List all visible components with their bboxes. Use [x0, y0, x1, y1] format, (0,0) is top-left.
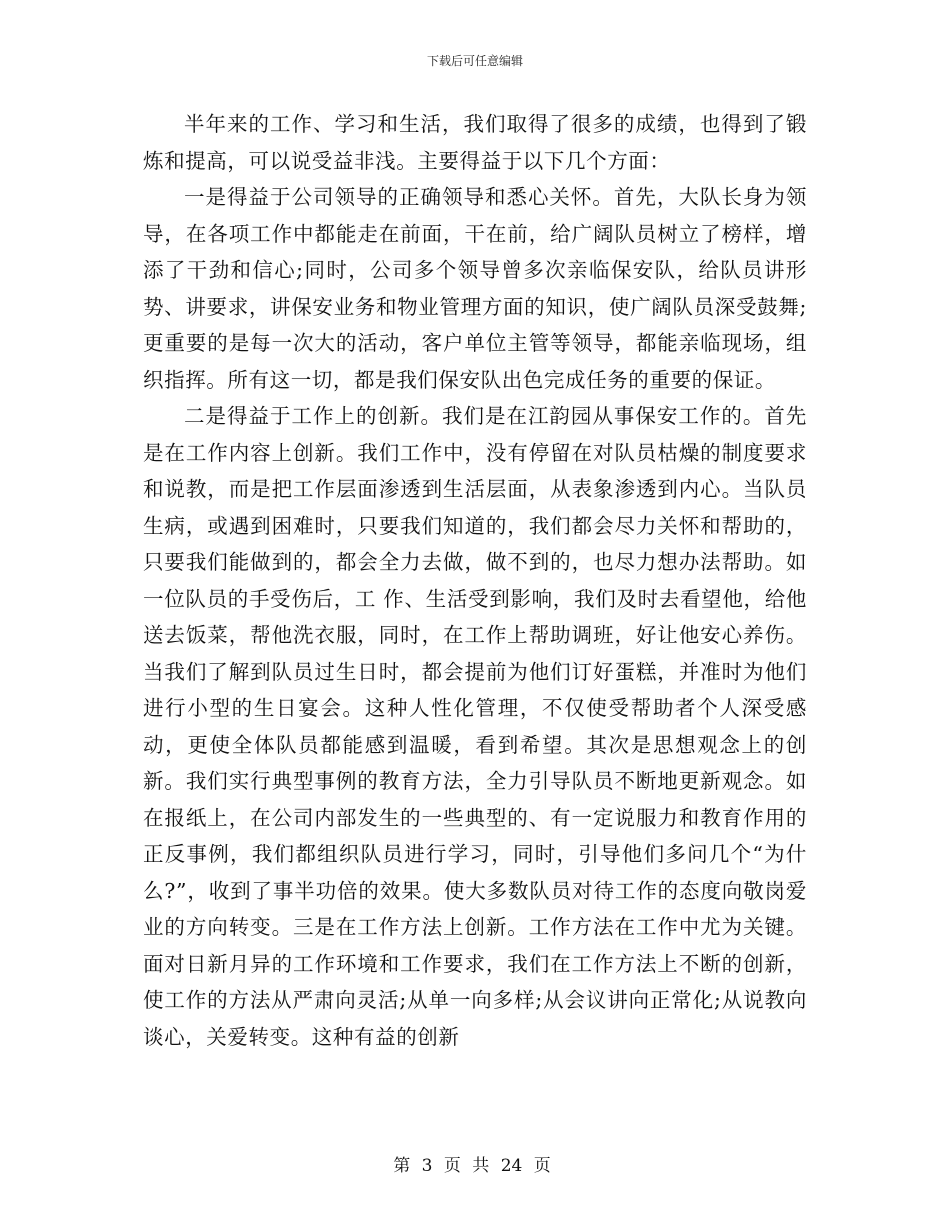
- paragraph-intro: 半年来的工作、学习和生活，我们取得了很多的成绩，也得到了锻炼和提高，可以说受益非浅。主要得益于以下几个方面：: [143, 112, 807, 173]
- document-body: [143, 106, 807, 1055]
- page-footer: [0, 1154, 950, 1178]
- paragraph-leadership: 一是得益于公司领导的正确领导和悉心关怀。首先，大队长身为领导，在各项工作中都能走在前面，干在前，给广阔队员树立了榜样，增添了干劲和信心;同时，公司多个领导曾多次亲临保安队，给队员讲形势、讲要求，讲保安业务和物业管理方面的知识，使广阔队员深受鼓舞;更重要的是每一次大的活动，客户单位主管等领导，都能亲临现场，组织指挥。所有这一切，都是我们保安队出色完成任务的重要的保证。: [143, 185, 807, 392]
- paragraph-innovation: 二是得益于工作上的创新。我们是在江韵园从事保安工作的。首先是在工作内容上创新。我们工作中，没有停留在对队员枯燥的制度要求和说教，而是把工作层面渗透到生活层面，从表象渗透到内心。当队员生病，或遇到困难时，只要我们知道的，我们都会尽力关怀和帮助的，只要我们能做到的，都会全力去做，做不到的，也尽力想办法帮助。如一位队员的手受伤后，工 作、生活受到影响，我们及时去看望他，给他送去饭菜，帮他洗衣服，同时，在工作上帮助调班，好让他安心养伤。当我们了解到队员过生日时，都会提前为他们订好蛋糕，并准时为他们进行小型的生日宴会。这种人性化管理，不仅使受帮助者个人深受感动，更使全体队员都能感到温暖，看到希望。其次是思想观念上的创新。我们实行典型事例的教育方法，全力引导队员不断地更新观念。如在报纸上，在公司内部发生的一些典型的、有一定说服力和教育作用的正反事例，我们都组织队员进行学习，同时，引导他们多问几个“为什么?”，收到了事半功倍的效果。使大多数队员对待工作的态度向敬岗爱业的方向转变。三是在工作方法上创新。工作方法在工作中尤为关键。面对日新月异的工作环境和工作要求，我们在工作方法上不断的创新，使工作的方法从严肃向灵活;从单一向多样;从会议讲向正常化;从说教向谈心，关爱转变。这种有益的创新: [143, 404, 807, 1049]
- page-label-suffix: 页: [533, 1156, 551, 1176]
- current-page-number: 3: [421, 1156, 433, 1176]
- page-header: 下载后可任意编辑: [426, 54, 523, 68]
- total-label: 共: [472, 1156, 490, 1176]
- page-label-mid: 页: [443, 1156, 461, 1176]
- page-label-prefix: 第: [393, 1156, 411, 1176]
- total-pages-number: 24: [500, 1156, 523, 1176]
